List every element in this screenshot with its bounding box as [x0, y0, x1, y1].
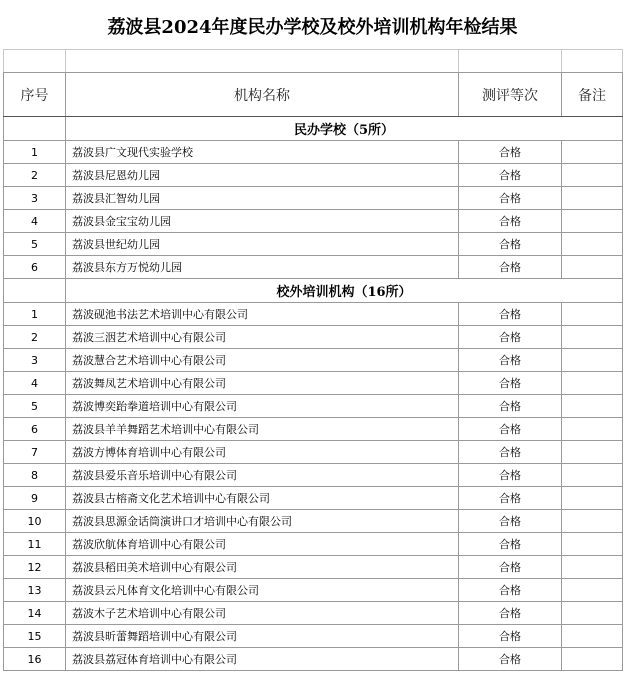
org-name-cell: 荔波县古榕斋文化艺术培训中心有限公司 — [66, 487, 459, 510]
org-name-cell: 荔波县昕蕾舞蹈培训中心有限公司 — [66, 625, 459, 648]
remark-cell — [562, 233, 623, 256]
remark-cell — [562, 326, 623, 349]
table-row — [4, 418, 623, 441]
org-name-cell: 荔波慧合艺术培训中心有限公司 — [66, 349, 459, 372]
row-number-cell: 14 — [4, 602, 66, 625]
row-number-cell: 3 — [4, 349, 66, 372]
org-name-cell: 荔波县稻田美术培训中心有限公司 — [66, 556, 459, 579]
table-row — [4, 210, 623, 233]
remark-cell — [562, 510, 623, 533]
org-name-cell: 荔波博奕跆拳道培训中心有限公司 — [66, 395, 459, 418]
row-number-cell: 1 — [4, 141, 66, 164]
spacer-row — [4, 50, 623, 73]
result-cell: 合格 — [459, 187, 562, 210]
result-cell: 合格 — [459, 326, 562, 349]
result-cell: 合格 — [459, 487, 562, 510]
section-header-row — [4, 117, 623, 141]
header-row — [4, 73, 623, 117]
table-row — [4, 141, 623, 164]
header-remark: 备注 — [562, 73, 623, 117]
table-row — [4, 464, 623, 487]
org-name-cell: 荔波县尼恩幼儿园 — [66, 164, 459, 187]
org-name-cell: 荔波方博体育培训中心有限公司 — [66, 441, 459, 464]
header-no: 序号 — [4, 73, 66, 117]
results-table-body — [4, 50, 623, 671]
remark-cell — [562, 395, 623, 418]
table-row — [4, 372, 623, 395]
row-number-cell: 2 — [4, 326, 66, 349]
table-row — [4, 556, 623, 579]
org-name-cell: 荔波舞凤艺术培训中心有限公司 — [66, 372, 459, 395]
row-number-cell: 5 — [4, 233, 66, 256]
table-row — [4, 395, 623, 418]
result-cell: 合格 — [459, 648, 562, 671]
table-row — [4, 256, 623, 279]
remark-cell — [562, 349, 623, 372]
table-row — [4, 579, 623, 602]
row-number-cell: 1 — [4, 303, 66, 326]
org-name-cell: 荔波县世纪幼儿园 — [66, 233, 459, 256]
remark-cell — [562, 372, 623, 395]
result-cell: 合格 — [459, 233, 562, 256]
section-label: 民办学校（5所） — [66, 117, 623, 141]
section-empty-cell — [4, 279, 66, 303]
org-name-cell: 荔波三洇艺术培训中心有限公司 — [66, 326, 459, 349]
row-number-cell: 10 — [4, 510, 66, 533]
org-name-cell: 荔波县荔冠体育培训中心有限公司 — [66, 648, 459, 671]
section-header-row — [4, 279, 623, 303]
table-row — [4, 326, 623, 349]
remark-cell — [562, 210, 623, 233]
remark-cell — [562, 464, 623, 487]
org-name-cell: 荔波砚池书法艺术培训中心有限公司 — [66, 303, 459, 326]
table-row — [4, 510, 623, 533]
remark-cell — [562, 164, 623, 187]
result-cell: 合格 — [459, 441, 562, 464]
result-cell: 合格 — [459, 164, 562, 187]
spacer-cell — [562, 50, 623, 73]
remark-cell — [562, 579, 623, 602]
result-cell: 合格 — [459, 210, 562, 233]
remark-cell — [562, 648, 623, 671]
org-name-cell: 荔波欣航体育培训中心有限公司 — [66, 533, 459, 556]
header-name: 机构名称 — [66, 73, 459, 117]
result-cell: 合格 — [459, 372, 562, 395]
org-name-cell: 荔波县羊羊舞蹈艺术培训中心有限公司 — [66, 418, 459, 441]
org-name-cell: 荔波县东方万悦幼儿园 — [66, 256, 459, 279]
remark-cell — [562, 625, 623, 648]
table-row — [4, 648, 623, 671]
remark-cell — [562, 487, 623, 510]
result-cell: 合格 — [459, 602, 562, 625]
page-title: 荔波县2024年度民办学校及校外培训机构年检结果 — [107, 17, 518, 38]
table-row — [4, 487, 623, 510]
result-cell: 合格 — [459, 303, 562, 326]
result-cell: 合格 — [459, 349, 562, 372]
spacer-cell — [66, 50, 459, 73]
table-row — [4, 602, 623, 625]
remark-cell — [562, 556, 623, 579]
result-cell: 合格 — [459, 464, 562, 487]
result-cell: 合格 — [459, 256, 562, 279]
org-name-cell: 荔波县云凡体育文化培训中心有限公司 — [66, 579, 459, 602]
org-name-cell: 荔波县爱乐音乐培训中心有限公司 — [66, 464, 459, 487]
row-number-cell: 6 — [4, 256, 66, 279]
table-row — [4, 187, 623, 210]
row-number-cell: 7 — [4, 441, 66, 464]
result-cell: 合格 — [459, 418, 562, 441]
remark-cell — [562, 602, 623, 625]
table-row — [4, 533, 623, 556]
table-row — [4, 303, 623, 326]
remark-cell — [562, 418, 623, 441]
section-label: 校外培训机构（16所） — [66, 279, 623, 303]
row-number-cell: 12 — [4, 556, 66, 579]
row-number-cell: 4 — [4, 372, 66, 395]
table-row — [4, 349, 623, 372]
spreadsheet-sheet — [3, 3, 622, 671]
table-row — [4, 164, 623, 187]
remark-cell — [562, 533, 623, 556]
table-row — [4, 233, 623, 256]
org-name-cell: 荔波县广文现代实验学校 — [66, 141, 459, 164]
table-row — [4, 441, 623, 464]
row-number-cell: 11 — [4, 533, 66, 556]
remark-cell — [562, 187, 623, 210]
spacer-cell — [459, 50, 562, 73]
row-number-cell: 16 — [4, 648, 66, 671]
result-cell: 合格 — [459, 510, 562, 533]
remark-cell — [562, 256, 623, 279]
org-name-cell: 荔波县金宝宝幼儿园 — [66, 210, 459, 233]
result-cell: 合格 — [459, 395, 562, 418]
org-name-cell: 荔波县汇智幼儿园 — [66, 187, 459, 210]
section-empty-cell — [4, 117, 66, 141]
remark-cell — [562, 441, 623, 464]
row-number-cell: 2 — [4, 164, 66, 187]
header-result: 测评等次 — [459, 73, 562, 117]
org-name-cell: 荔波县思源金话筒演讲口才培训中心有限公司 — [66, 510, 459, 533]
row-number-cell: 8 — [4, 464, 66, 487]
org-name-cell: 荔波木子艺术培训中心有限公司 — [66, 602, 459, 625]
row-number-cell: 13 — [4, 579, 66, 602]
row-number-cell: 4 — [4, 210, 66, 233]
row-number-cell: 15 — [4, 625, 66, 648]
row-number-cell: 9 — [4, 487, 66, 510]
row-number-cell: 6 — [4, 418, 66, 441]
result-cell: 合格 — [459, 579, 562, 602]
row-number-cell: 5 — [4, 395, 66, 418]
result-cell: 合格 — [459, 533, 562, 556]
result-cell: 合格 — [459, 625, 562, 648]
remark-cell — [562, 303, 623, 326]
row-number-cell: 3 — [4, 187, 66, 210]
results-table — [3, 49, 623, 671]
spacer-cell — [4, 50, 66, 73]
table-row — [4, 625, 623, 648]
result-cell: 合格 — [459, 141, 562, 164]
remark-cell — [562, 141, 623, 164]
result-cell: 合格 — [459, 556, 562, 579]
